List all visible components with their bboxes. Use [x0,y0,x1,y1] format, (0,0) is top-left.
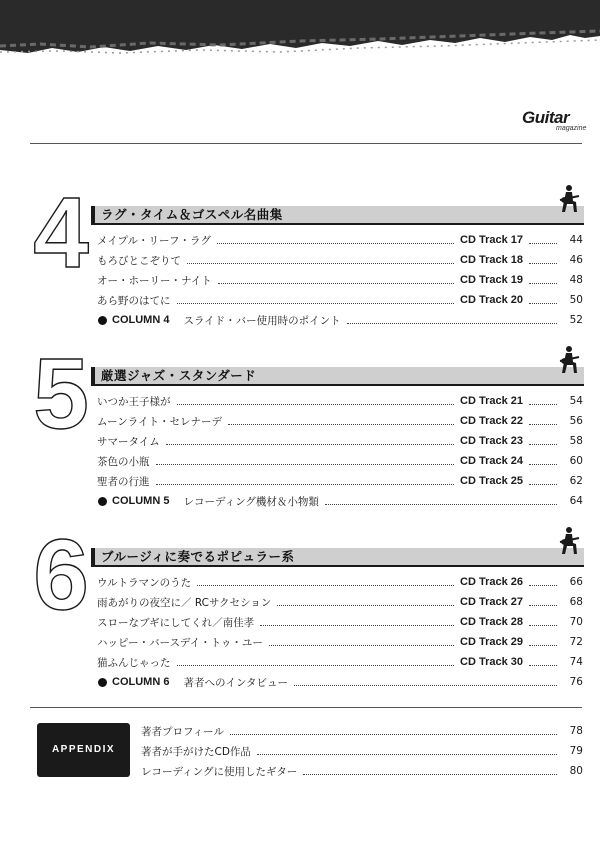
page-number: 48 [569,274,583,286]
song-row[interactable] [97,290,583,310]
cd-track: CD Track 19 [460,274,523,286]
page-number: 44 [569,234,583,246]
title-marker [91,367,95,384]
chapter-title-bar [91,367,584,386]
song-title: いつか王子様が [97,395,171,408]
page-number: 58 [569,435,583,447]
song-row[interactable] [97,411,583,431]
dot-leader [218,283,454,284]
cd-track: CD Track 20 [460,294,523,306]
song-row[interactable] [97,471,583,491]
song-row[interactable] [97,431,583,451]
dot-leader [529,243,557,244]
column-label: COLUMN 5 [112,495,170,507]
chapter-number-5 [30,344,92,436]
dot-leader [529,404,557,405]
song-title: スローなブギにしてくれ／南佳孝 [97,616,255,629]
song-title: 猫ふんじゃった [97,656,171,669]
dot-leader [529,665,557,666]
dot-leader [187,263,454,264]
appendix-row[interactable] [141,741,583,761]
song-title: あら野のはてに [97,294,171,307]
column-row[interactable] [97,491,583,511]
dot-leader [529,424,557,425]
top-grunge-band [0,0,600,58]
song-title: もろびとこぞりて [97,254,181,267]
song-row[interactable] [97,612,583,632]
guitar-player-icon [558,525,582,555]
top-divider [30,143,582,144]
page-number: 52 [569,314,583,326]
dot-leader [529,283,557,284]
page-number: 70 [569,616,583,628]
song-list [97,572,583,692]
chapter-title: 厳選ジャズ・スタンダード [101,368,257,383]
dot-leader [260,625,454,626]
song-title: ムーンライト・セレナーデ [97,415,222,428]
column-row[interactable] [97,310,583,330]
dot-leader [156,484,455,485]
cd-track: CD Track 27 [460,596,523,608]
dot-leader [166,444,454,445]
song-list [97,391,583,511]
column-title: スライド・バー使用時のポイント [183,314,341,327]
dot-leader [197,585,454,586]
song-title: 雨あがりの夜空に／ RCサクセション [97,596,272,609]
column-label: COLUMN 4 [112,314,170,326]
song-row[interactable] [97,391,583,411]
dot-leader [277,605,454,606]
cd-track: CD Track 30 [460,656,523,668]
page-number: 79 [569,745,583,757]
dot-leader [529,263,557,264]
page-number: 74 [569,656,583,668]
dot-leader [529,444,557,445]
cd-track: CD Track 21 [460,395,523,407]
appendix-title: 著者が手がけたCD作品 [141,745,251,758]
dot-leader [230,734,557,735]
dot-leader [325,504,557,505]
dot-leader [529,625,557,626]
dot-leader [177,404,455,405]
appendix-label: APPENDIX [51,744,116,755]
appendix-badge [37,723,130,777]
cd-track: CD Track 17 [460,234,523,246]
cd-track: CD Track 18 [460,254,523,266]
cd-track: CD Track 22 [460,415,523,427]
page-number: 60 [569,455,583,467]
appendix-title: 著者プロフィール [141,725,224,738]
page-number: 56 [569,415,583,427]
song-list [97,230,583,330]
column-label: COLUMN 6 [112,676,170,688]
dot-leader [177,303,455,304]
chapter-number-4 [30,183,92,275]
chapter-number-6 [30,525,92,617]
chapter-title-bar [91,548,584,567]
page-number: 78 [569,725,583,737]
page-number: 72 [569,636,583,648]
bullet-icon [98,678,107,687]
cd-track: CD Track 25 [460,475,523,487]
appendix-row[interactable] [141,721,583,741]
cd-track: CD Track 24 [460,455,523,467]
chapter-number-text: 5 [33,344,89,436]
chapter-number-text: 4 [33,183,89,275]
dot-leader [529,645,557,646]
song-title: ウルトラマンのうた [97,576,192,589]
song-row[interactable] [97,230,583,250]
chapter-title: ブルージィに奏でるポピュラー系 [101,549,295,564]
guitar-player-icon [558,344,582,374]
bullet-icon [98,497,107,506]
dot-leader [294,685,557,686]
bullet-icon [98,316,107,325]
song-title: 茶色の小瓶 [97,455,150,468]
cd-track: CD Track 29 [460,636,523,648]
logo-main-text: Guitar [522,108,570,127]
dot-leader [269,645,454,646]
page-number: 80 [569,765,583,777]
dot-leader [177,665,455,666]
appendix-title: レコーディングに使用したギター [141,765,298,778]
dot-leader [529,464,557,465]
song-title: オー・ホーリー・ナイト [97,274,212,287]
dot-leader [228,424,454,425]
column-title: 著者へのインタビュー [183,676,289,689]
song-row[interactable] [97,632,583,652]
page-number: 64 [569,495,583,507]
song-title: ハッピー・バースデイ・トゥ・ユー [97,636,263,649]
page-number: 66 [569,576,583,588]
dot-leader [529,303,557,304]
cd-track: CD Track 23 [460,435,523,447]
dot-leader [347,323,557,324]
song-row[interactable] [97,270,583,290]
guitar-magazine-logo [522,108,587,136]
song-row[interactable] [97,451,583,471]
dot-leader [257,754,557,755]
chapter-title: ラグ・タイム＆ゴスペル名曲集 [101,207,283,222]
guitar-player-icon [558,183,582,213]
dot-leader [303,774,557,775]
chapter-title-bar [91,206,584,225]
song-title: サマータイム [97,435,160,448]
page-number: 46 [569,254,583,266]
cd-track: CD Track 26 [460,576,523,588]
page-number: 76 [569,676,583,688]
cd-track: CD Track 28 [460,616,523,628]
appendix-list [141,721,583,781]
title-marker [91,206,95,223]
page-number: 62 [569,475,583,487]
dot-leader [529,585,557,586]
chapter-number-text: 6 [33,525,89,617]
column-row[interactable] [97,672,583,692]
dot-leader [156,464,455,465]
page-number: 68 [569,596,583,608]
page-number: 54 [569,395,583,407]
title-marker [91,548,95,565]
dot-leader [529,605,557,606]
dot-leader [529,484,557,485]
song-row[interactable] [97,652,583,672]
song-row[interactable] [97,250,583,270]
song-title: 聖者の行進 [97,475,150,488]
logo-sub-text: magazine [556,125,587,132]
appendix-divider [30,707,582,708]
dot-leader [217,243,454,244]
song-title: メイプル・リーフ・ラグ [97,234,212,247]
song-row[interactable] [97,572,583,592]
column-title: レコーディング機材＆小物類 [183,495,319,508]
page-number: 50 [569,294,583,306]
appendix-row[interactable] [141,761,583,781]
song-row[interactable] [97,592,583,612]
